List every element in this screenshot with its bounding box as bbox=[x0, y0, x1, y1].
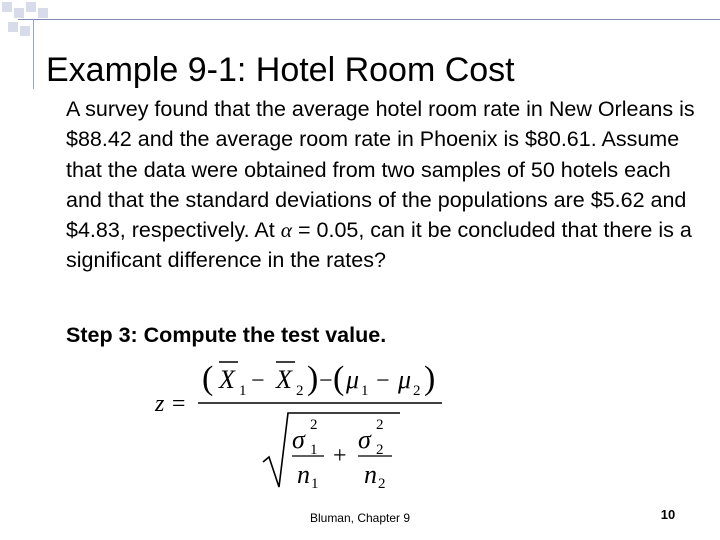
formula-lhs: z = bbox=[155, 391, 187, 417]
mu1-sub: 1 bbox=[361, 383, 369, 399]
decor-square bbox=[2, 2, 12, 12]
mu2-sub: 2 bbox=[413, 383, 421, 399]
mu2: μ bbox=[398, 365, 412, 394]
minus-2: − bbox=[319, 368, 333, 394]
xbar2: X bbox=[276, 365, 292, 394]
sigma2: σ bbox=[358, 425, 371, 454]
header-vertical-rule bbox=[33, 19, 34, 89]
sigma1-exp: 2 bbox=[310, 417, 318, 433]
xbar1-sub: 1 bbox=[239, 383, 247, 399]
plus-sign: + bbox=[333, 443, 347, 469]
xbar2-sub: 2 bbox=[296, 383, 304, 399]
sigma2-exp: 2 bbox=[376, 417, 384, 433]
sigma1-sub: 1 bbox=[310, 442, 318, 458]
xbar1: X bbox=[219, 365, 235, 394]
n2: n bbox=[364, 460, 377, 489]
n2-sub: 2 bbox=[378, 476, 386, 492]
formula-svg bbox=[150, 355, 490, 495]
paren-close-1: ) bbox=[307, 360, 319, 397]
z-test-formula bbox=[150, 355, 490, 495]
problem-paragraph bbox=[66, 94, 706, 276]
paragraph-text-start: A survey found that the average hotel room rate in New Orleans is $88.42 and the average room rate in Phoenix is $80.61. Assume that the data were obtained from two samples of 50 hotels each and that the standard deviations of the populations are $5.62 and $4.83, respectively. At bbox=[66, 97, 695, 243]
paren-close-2: ) bbox=[424, 360, 436, 397]
sigma2-sub: 2 bbox=[376, 442, 384, 458]
minus-3: − bbox=[376, 368, 390, 394]
paren-open-2: ( bbox=[333, 360, 345, 397]
decor-square bbox=[14, 8, 24, 18]
decor-square bbox=[8, 22, 18, 32]
sigma1: σ bbox=[292, 425, 305, 454]
paren-open-1: ( bbox=[202, 360, 214, 397]
step-heading: Step 3: Compute the test value. bbox=[66, 323, 387, 347]
slide-title: Example 9-1: Hotel Room Cost bbox=[46, 51, 515, 89]
minus-1: − bbox=[251, 368, 265, 394]
corner-decoration bbox=[0, 0, 60, 40]
mu1: μ bbox=[346, 365, 360, 394]
paragraph-text-end: = 0.05, can it be concluded that there is a significant difference in the rates? bbox=[66, 218, 692, 273]
page-number: 10 bbox=[660, 507, 676, 522]
alpha-symbol: α bbox=[280, 218, 293, 243]
n1-sub: 1 bbox=[311, 476, 319, 492]
decor-square bbox=[26, 2, 36, 12]
decor-square bbox=[20, 26, 30, 36]
footer-source: Bluman, Chapter 9 bbox=[309, 511, 411, 525]
n1: n bbox=[297, 460, 310, 489]
header-rule bbox=[18, 19, 720, 20]
decor-square bbox=[38, 8, 48, 18]
